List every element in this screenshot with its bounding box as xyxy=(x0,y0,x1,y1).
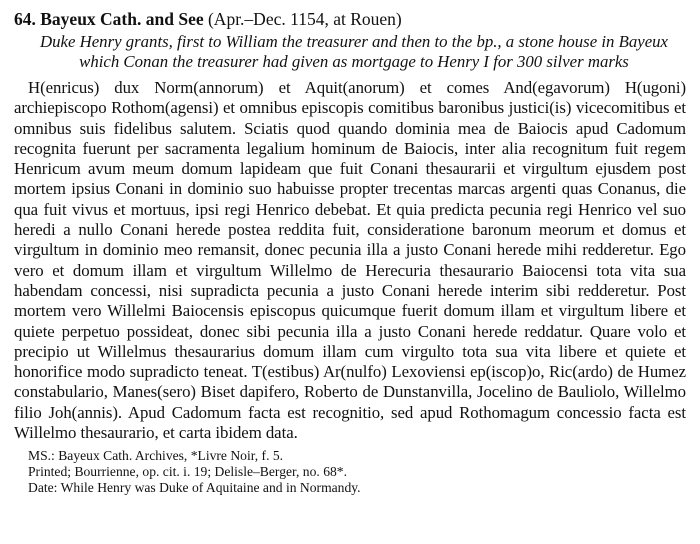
printed-note: Printed; Bourrienne, op. cit. i. 19; Delisle–Berger, no. 68*. xyxy=(28,464,347,480)
date-note: Date: While Henry was Duke of Aquitaine and in Normandy. xyxy=(28,480,361,496)
charter-text: H(enricus) dux Norm(annorum) et Aquit(anorum) et comes And(egavorum) H(ugoni) archiepiscopo Rothom(agensi) et omnibus episcopis comitibus baronibus justici(is) vicecomitibus et omnibus suis fidelibus salutem. Sciatis quod quando dominia mea de Baiocis apud Cadomum recognita fuerunt per sacramenta legalium hominum de Baiocis, inter alia recognitum fuit regem Henricum avum meum domum lapideam que fuit Conani thesaurarii et virgultum ejusdem post mortem ipsius Conani in dominio suo habuisse propter trecentas marcas argenti quas Conanus, die qua fuit vivus et mortuus, ipsi regi Henrico debebat. Et quia predicta pecunia regi Henrico vel suo heredi a nullo Conani herede postea reddita fuit, consideratione baronum meorum et domus et virgultum in dominio meo remansit, donec pecunia illa a justo Conani herede mihi redderetur. Ego vero et domum illam et virgultum Willelmo de Herecuria thesaurario Baiocensi tota vita sua habendam concessi, nisi supradicta pecunia a justo Conani herede interim sibi redderetur. Post mortem vero Willelmi Baiocensis episcopus quicumque fuerit domum illam et virgultum libere et quiete perpetuo possideat, donec sibi pecunia illa a justo Conani herede reddatur. Quare volo et precipio ut Willelmus thesaurarius domum illam cum virgulto tota sua vita libere et quiete et honorifice modo supradicto teneat. T(estibus) Ar(nulfo) Lexoviensi ep(iscop)o, Ric(ardo) de Humez constabulario, Manes(sero) Biset dapifero, Roberto de Dunstanvilla, Jocelino de Bauliolo, Willelmo filio Joh(annis). Apud Cadomum facta est recognitio, sed apud Rothomagum concessio facta est Willelmo thesaurario, et carta ibidem data. xyxy=(14,78,686,443)
charter-title: Bayeux Cath. and See xyxy=(40,9,204,29)
charter-heading xyxy=(14,8,686,30)
charter-notes xyxy=(28,448,686,496)
manuscript-note: MS.: Bayeux Cath. Archives, *Livre Noir, f. 5. xyxy=(28,448,284,464)
charter-number: 64. xyxy=(14,9,36,29)
charter-summary: Duke Henry grants, first to William the treasurer and then to the bp., a stone house in Bayeux which Conan the treasurer had given as mortgage to Henry I for 300 silver marks xyxy=(40,32,668,71)
charter-date-place: (Apr.–Dec. 1154, at Rouen) xyxy=(207,9,402,29)
